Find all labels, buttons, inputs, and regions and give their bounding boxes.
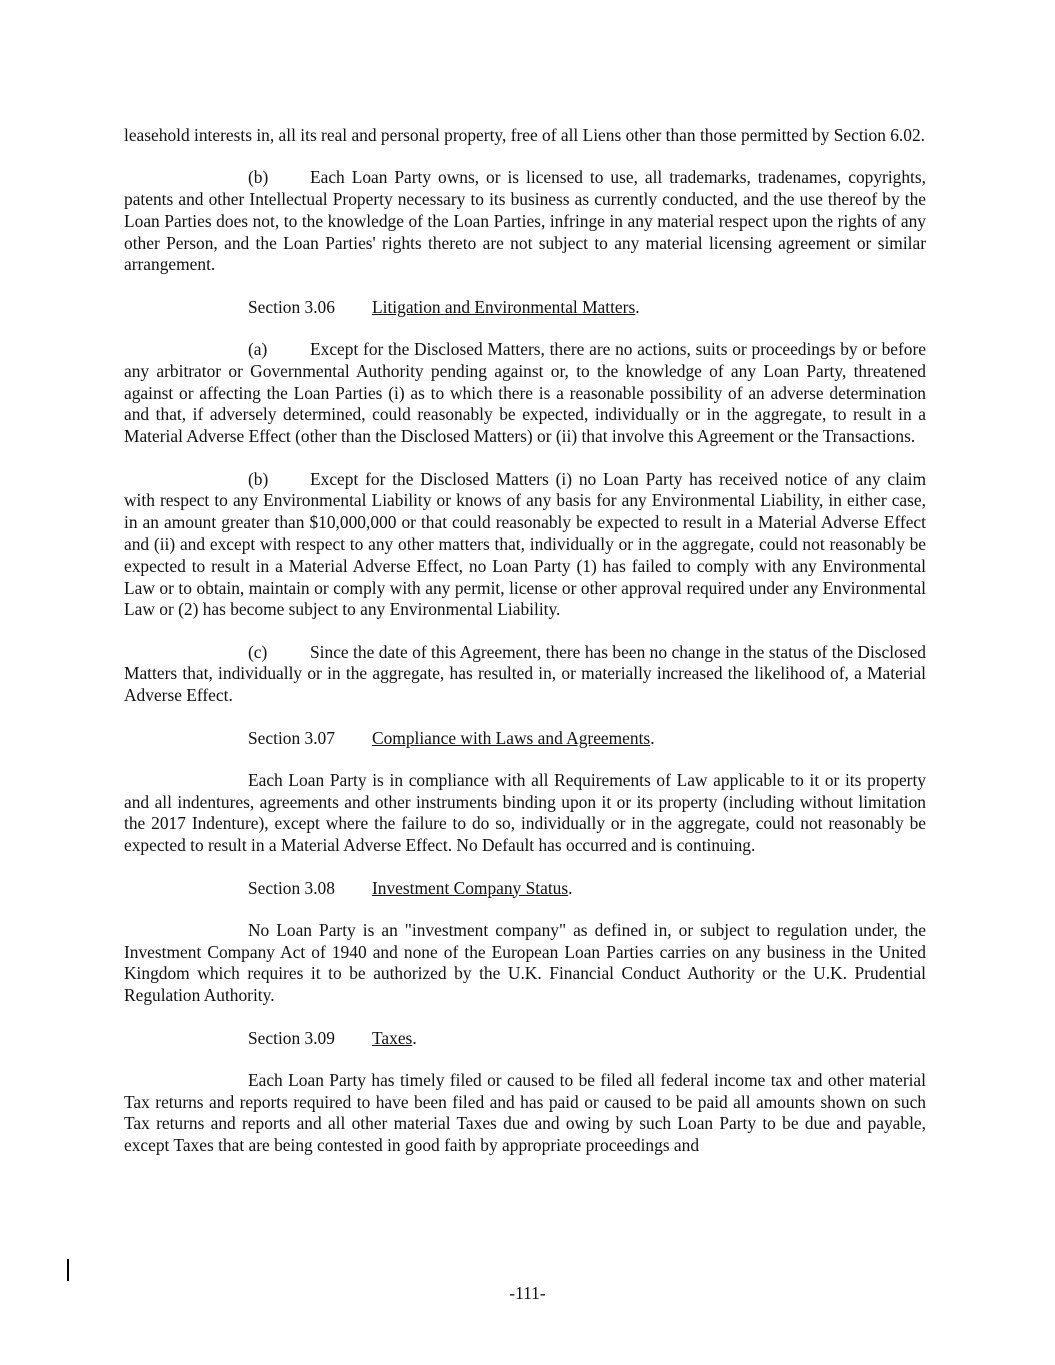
revision-bar (67, 1259, 69, 1281)
paragraph-3-05-b (124, 167, 926, 276)
subsection-marker: (b) (248, 468, 269, 489)
section-title: Investment Company Status (372, 877, 569, 898)
paragraph-3-07: Each Loan Party is in compliance with all Requirements of Law applicable to it or its property and all indentures, agreements and other instruments binding upon it or its property (including without limitation the 2017 Indenture), except where the failure to do so, individually or in the aggregate, could not reasonably be expected to result in a Material Adverse Effect. No Default has occurred and is continuing. (124, 769, 926, 856)
section-heading-3-06: Section 3.06 Litigation and Environmental Matters. (248, 296, 640, 317)
section-heading-3-07: Section 3.07 Compliance with Laws and Agreements. (248, 727, 655, 748)
section-heading-3-09: Section 3.09 Taxes. (248, 1027, 417, 1048)
section-number: Section 3.07 (248, 727, 335, 748)
paragraph-3-06-a (124, 339, 926, 448)
section-title: Compliance with Laws and Agreements (372, 727, 651, 748)
page-number: -111- (509, 1283, 546, 1303)
paragraph-intro: leasehold interests in, all its real and personal property, free of all Liens other than those permitted by Section 6.02. (124, 125, 926, 145)
paragraph-3-06-b (124, 469, 926, 622)
section-number: Section 3.06 (248, 296, 335, 317)
subsection-marker: (a) (248, 339, 268, 360)
subsection-marker: (b) (248, 167, 269, 188)
subsection-text: Since the date of this Agreement, there has been no change in the status of the Disclosed Matters that, individually or in the aggregate, has resulted in, or materially increased the likelihood of, a Material Adverse Effect. (124, 641, 926, 706)
section-heading-3-08: Section 3.08 Investment Company Status. (248, 877, 573, 898)
subsection-text: Except for the Disclosed Matters, there are no actions, suits or proceedings by or before any arbitrator or Governmental Authority pending against or, to the knowledge of any Loan Party, threatened against or affecting the Loan Parties (i) as to which there is a reasonable possibility of an adverse determination and that, if adversely determined, could reasonably be expected, individually or in the aggregate, to result in a Material Adverse Effect (other than the Disclosed Matters) or (ii) that involve this Agreement or the Transactions. (124, 339, 926, 447)
paragraph-3-09: Each Loan Party has timely filed or caused to be filed all federal income tax and other material Tax returns and reports required to have been filed and has paid or caused to be paid all amounts shown on such Tax returns and reports and all other material Taxes due and owing by such Loan Party to be due and payable, except Taxes that are being contested in good faith by appropriate proceedings and (124, 1069, 926, 1156)
subsection-text: Except for the Disclosed Matters (i) no Loan Party has received notice of any claim with respect to any Environmental Liability or knows of any basis for any Environmental Liability, in either case, in an amount greater than $10,000,000 or that could reasonably be expected to result in a Material Adverse Effect and (ii) and except with respect to any other matters that, individually or in the aggregate, could not reasonably be expected to result in a Material Adverse Effect, no Loan Party (1) has failed to comply with any Environmental Law or to obtain, maintain or comply with any permit, license or other approval required under any Environmental Law or (2) has become subject to any Environmental Liability. (124, 468, 926, 620)
paragraph-3-08: No Loan Party is an "investment company" as defined in, or subject to regulation under, the Investment Company Act of 1940 and none of the European Loan Parties carries on any business in the United Kingdom which requires it to be authorized by the U.K. Financial Conduct Authority or the U.K. Prudential Regulation Authority. (124, 919, 926, 1006)
paragraph-3-06-c (124, 642, 926, 707)
section-title: Litigation and Environmental Matters (372, 296, 636, 317)
subsection-marker: (c) (248, 641, 268, 662)
section-number: Section 3.08 (248, 877, 335, 898)
section-number: Section 3.09 (248, 1027, 335, 1048)
section-title: Taxes (372, 1027, 413, 1048)
document-page (124, 125, 926, 1177)
subsection-text: Each Loan Party owns, or is licensed to use, all trademarks, tradenames, copyrights, patents and other Intellectual Property necessary to its business as currently conducted, and the use thereof by the Loan Parties does not, to the knowledge of the Loan Parties, infringe in any material respect upon the rights of any other Person, and the Loan Parties' rights thereto are not subject to any material licensing agreement or similar arrangement. (124, 167, 926, 275)
